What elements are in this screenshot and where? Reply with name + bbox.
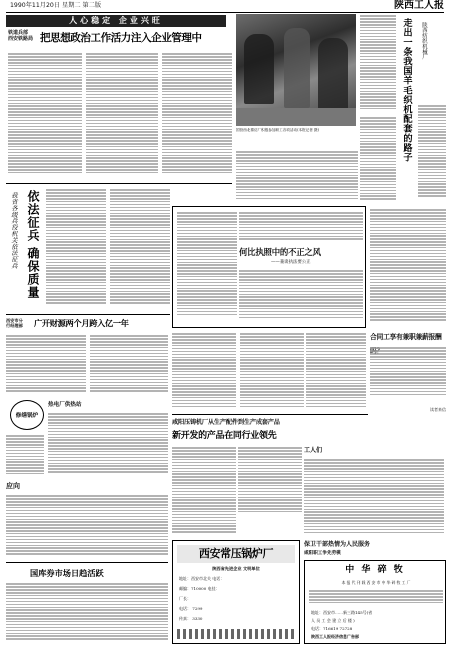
mid-article-3 xyxy=(306,332,366,412)
shaanxi-article-1 xyxy=(6,334,86,396)
right-ad-line-2: 人 员 工 会 建 立 后 楼 ) xyxy=(311,618,355,623)
bonds-headline: 国库券市场日趋活跃 xyxy=(30,568,104,578)
workers-article xyxy=(304,458,444,538)
lead-headline: 把思想政治工作活力注入企业管理中 xyxy=(40,32,202,44)
boiler-bottom-article xyxy=(6,494,168,558)
ad-boiler-title: 西安常压锅炉厂 xyxy=(177,545,295,563)
boiler-badge xyxy=(10,400,44,430)
lead-article-col-3 xyxy=(162,52,232,180)
banner-bar xyxy=(6,15,226,27)
boiler-article xyxy=(48,412,168,476)
right-story-kicker: 陕西纺织机械厂 xyxy=(421,22,427,60)
boiler-badge-title: 修缮锅炉 xyxy=(15,413,39,419)
lead-article-col-2 xyxy=(86,52,158,180)
mid-article-1 xyxy=(172,332,236,412)
boiler-sub: 热电厂供热站 xyxy=(48,402,82,408)
section-rule-3 xyxy=(172,414,368,415)
opinion-headline: 何比执照中的不正之风 xyxy=(239,247,321,257)
factory-article-1 xyxy=(172,446,236,538)
conscription-article-2 xyxy=(110,188,170,312)
right-story-col-b xyxy=(360,116,396,206)
ad-boiler-line4: 厂长： xyxy=(179,596,191,601)
paper-name: 陕西工人报 xyxy=(394,0,444,11)
right-ad-sub: 本 报 代 刊 载 西 安 市 中 华 碎 牧 工 厂 xyxy=(341,580,411,585)
bonds-article xyxy=(6,582,168,644)
photo-article xyxy=(236,150,358,202)
reward-sub: 读者来信 xyxy=(430,407,446,412)
opinion-col-1 xyxy=(177,211,237,323)
section-rule-1 xyxy=(6,183,232,184)
right-ad-line-4: 陕西工人报经济信息广告部 xyxy=(311,634,359,639)
photo-caption: 国营西北棉纺厂积极参加职工各项活动(本报记者 摄) xyxy=(236,128,320,132)
ad-boiler-line2: 地址：西安市北关 电话： xyxy=(179,576,225,581)
opinion-col-3 xyxy=(239,269,363,323)
section-rule-4 xyxy=(6,562,168,563)
opinion-box xyxy=(172,206,366,328)
right-ad-title: 中 华 碎 牧 xyxy=(345,565,405,575)
factory-headline: 咸阳压铸机厂从生产配件到生产成套产品 xyxy=(172,419,280,426)
factory-article-2 xyxy=(238,446,302,518)
reward-headline: 合同工享有兼职兼薪报酬 xyxy=(370,333,442,341)
lead-kicker: 铁道兵部 西安铁路局 xyxy=(8,30,34,42)
right-ad-box xyxy=(304,560,446,644)
shaanxi-headline: 广开财源两个月跨入亿一年 xyxy=(34,318,129,328)
right-story-vertical-title: 走出一条我国羊毛织机配套的路子 xyxy=(401,18,412,162)
ad-boiler-line6: 传真： 3330 xyxy=(179,616,203,621)
security-sub: 咸阳职工争先劳模 xyxy=(304,551,341,556)
lead-article-col-1 xyxy=(8,52,82,180)
opinion-col-2 xyxy=(239,211,363,243)
security-headline: 保卫干部热情为人民服务 xyxy=(304,541,371,548)
news-photo xyxy=(236,14,356,126)
ad-boiler-line3: 邮编：710000 电挂： xyxy=(179,586,220,591)
right-story-col-c xyxy=(418,104,446,206)
right-ad-body xyxy=(309,589,443,607)
issue-date: 1990年11月20日 星期二 第二版 xyxy=(10,2,102,9)
right-ad-line-1: 地址：西安市……新三路145号(省 xyxy=(311,610,373,615)
reward-article xyxy=(370,346,446,406)
right-ad-line-3: 电话：716619 72728 xyxy=(311,626,353,631)
workers-headline: 工人们 xyxy=(304,447,323,454)
mid-article-2 xyxy=(240,332,304,412)
opinion-subhead: ——兼谈执法要公正 xyxy=(271,260,311,265)
conscription-title: 依法征兵 确保质量 xyxy=(26,190,40,300)
banner-text: 人心稳定 企业兴旺 xyxy=(69,16,163,25)
boiler-bottom-headline: 应向 xyxy=(6,482,20,490)
shaanxi-article-2 xyxy=(90,334,168,396)
ad-boiler-line1: 陕西省先进企业 文明单位 xyxy=(212,566,260,571)
factory-subhead: 新开发的产品在同行业领先 xyxy=(172,431,277,441)
boiler-article-2 xyxy=(6,434,44,476)
section-rule-2 xyxy=(6,314,170,315)
ad-boiler-stripe xyxy=(177,629,295,639)
masthead-rule xyxy=(6,12,444,13)
boiler-factory-ad xyxy=(172,540,300,644)
right-story-col-d xyxy=(370,208,446,328)
conscription-subtitle: 我省各级兵役机关依法征兵 xyxy=(10,192,18,269)
shaanxi-kicker: 西安市分 行经理部 xyxy=(6,318,23,328)
right-story-col-a xyxy=(360,14,396,114)
ad-boiler-line5: 电话： 7299 xyxy=(179,606,203,611)
conscription-article-1 xyxy=(46,188,106,312)
